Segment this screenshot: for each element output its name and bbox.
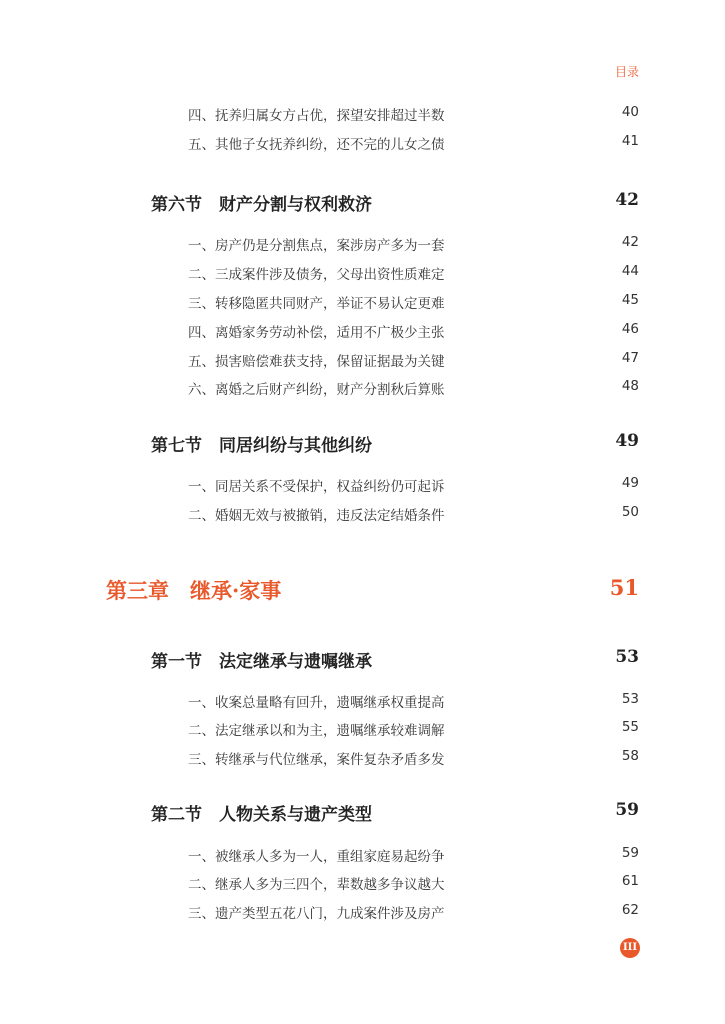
toc-entry-page: 47 (621, 350, 639, 366)
toc-chapter-page: 51 (609, 575, 639, 600)
toc-entry-title: 二、继承人多为三四个，辈数越多争议越大 (188, 877, 445, 893)
toc-entry-title: 一、被继承人多为一人，重组家庭易起纷争 (188, 849, 445, 865)
toc-section-page: 59 (615, 800, 639, 820)
toc-section-page: 42 (615, 190, 639, 210)
page-number-badge: III (620, 938, 640, 958)
toc-entry-page: 45 (621, 292, 639, 308)
toc-entry-page: 50 (621, 504, 639, 520)
toc-section-title: 第七节 同居纠纷与其他纠纷 (151, 436, 372, 456)
toc-entry-page: 42 (621, 234, 639, 250)
toc-entry-page: 55 (621, 719, 639, 735)
toc-section-page: 49 (615, 431, 639, 451)
toc-entry-page: 40 (621, 104, 639, 120)
header-section-label: 目录 (614, 65, 639, 79)
toc-entry-title: 一、同居关系不受保护，权益纠纷仍可起诉 (188, 479, 445, 495)
toc-entry-title: 三、转继承与代位继承，案件复杂矛盾多发 (188, 752, 445, 768)
toc-entry-title: 二、婚姻无效与被撤销，违反法定结婚条件 (188, 508, 445, 524)
toc-entry-page: 53 (621, 691, 639, 707)
toc-section-title: 第二节 人物关系与遗产类型 (151, 805, 372, 825)
toc-entry-page: 59 (621, 845, 639, 861)
toc-entry-title: 五、其他子女抚养纠纷，还不完的儿女之债 (188, 137, 445, 153)
toc-entry-title: 一、房产仍是分割焦点，案涉房产多为一套 (188, 238, 445, 254)
toc-entry-page: 41 (621, 133, 639, 149)
toc-entry-title: 三、遗产类型五花八门，九成案件涉及房产 (188, 906, 445, 922)
toc-entry-page: 61 (621, 873, 639, 889)
toc-entry-title: 四、抚养归属女方占优，探望安排超过半数 (188, 108, 445, 124)
toc-chapter-title: 第三章 继承·家事 (106, 578, 282, 603)
toc-entry-title: 二、法定继承以和为主，遗嘱继承较难调解 (188, 723, 445, 739)
toc-entry-title: 四、离婚家务劳动补偿，适用不广极少主张 (188, 325, 445, 341)
toc-section-title: 第六节 财产分割与权利救济 (151, 195, 372, 215)
toc-entry-page: 58 (621, 748, 639, 764)
toc-entry-page: 49 (621, 475, 639, 491)
toc-section-page: 53 (615, 647, 639, 667)
toc-entry-page: 46 (621, 321, 639, 337)
toc-entry-page: 44 (621, 263, 639, 279)
toc-entry-title: 一、收案总量略有回升，遗嘱继承权重提高 (188, 695, 445, 711)
toc-entry-page: 62 (621, 902, 639, 918)
toc-entry-title: 五、损害赔偿难获支持，保留证据最为关键 (188, 354, 445, 370)
toc-entry-page: 48 (621, 378, 639, 394)
toc-entry-title: 三、转移隐匿共同财产，举证不易认定更难 (188, 296, 445, 312)
toc-entry-title: 六、离婚之后财产纠纷，财产分割秋后算账 (188, 382, 445, 398)
toc-entry-title: 二、三成案件涉及债务，父母出资性质难定 (188, 267, 445, 283)
toc-section-title: 第一节 法定继承与遗嘱继承 (151, 652, 372, 672)
